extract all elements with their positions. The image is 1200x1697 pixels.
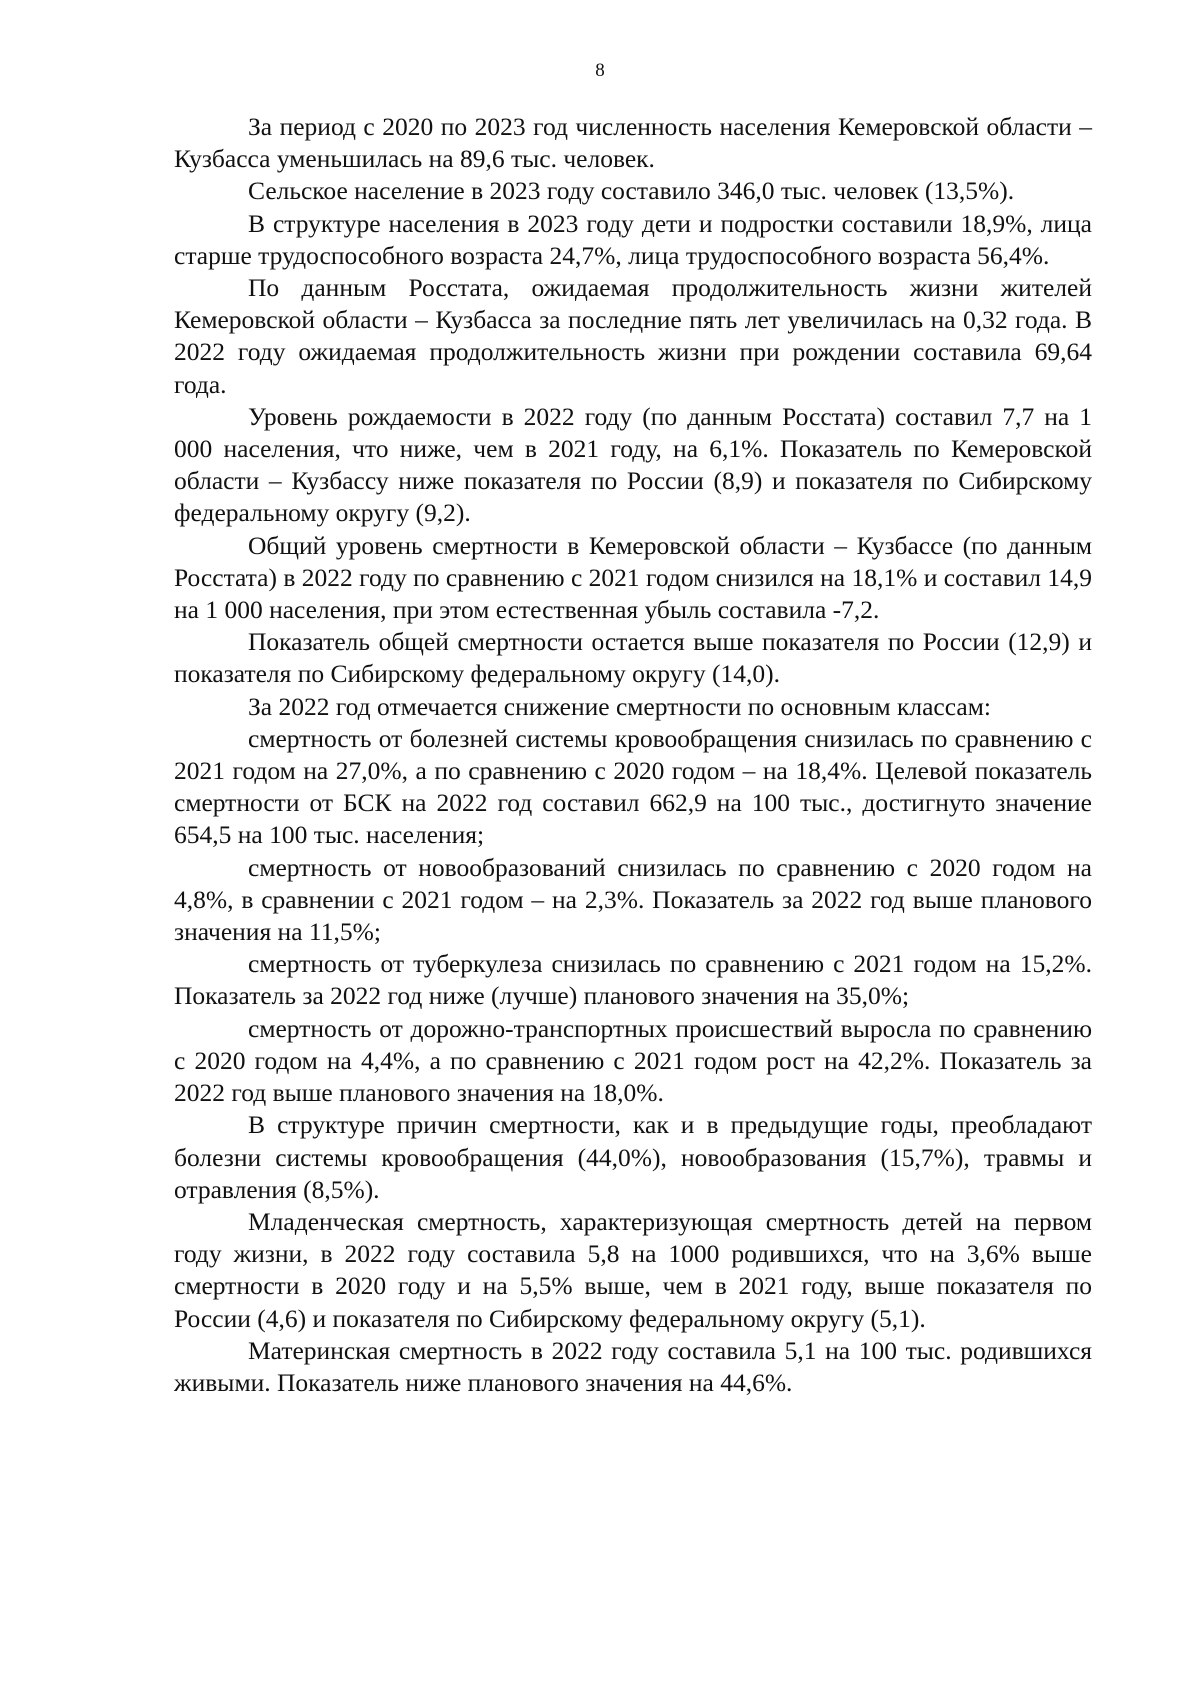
- page-number: 8: [595, 60, 605, 81]
- paragraph-traffic-mortality: смертность от дорожно-транспортных происшествий выросла по сравнению с 2020 годом на 4,4%, а по сравнению с 2021 годом рост на 42,2%. Показатель за 2022 год выше планового значения на 18,0%.: [174, 1013, 1092, 1108]
- paragraph-population-change: За период с 2020 по 2023 год численность населения Кемеровской области – Кузбасса уменьшилась на 89,6 тыс. человек.: [174, 112, 1092, 174]
- body-text: [174, 111, 1092, 1399]
- paragraph-tuberculosis-mortality: смертность от туберкулеза снизилась по сравнению с 2021 годом на 15,2%. Показатель за 2022 год ниже (лучше) планового значения на 35,0%;: [174, 949, 1092, 1011]
- paragraph-population-structure: В структуре населения в 2023 году дети и подростки составили 18,9%, лица старше трудоспособного возраста 24,7%, лица трудоспособного возраста 56,4%.: [174, 208, 1092, 270]
- paragraph-circulatory-mortality: смертность от болезней системы кровообращения снизилась по сравнению с 2021 годом на 27,0%, а по сравнению с 2020 годом – на 18,4%. Целевой показатель смертности от БСК на 2022 год составил 662,9 на 100 тыс., достигнуто значение 654,5 на 100 тыс. населения;: [174, 723, 1092, 850]
- paragraph-mortality-comparison: Показатель общей смертности остается выше показателя по России (12,9) и показателя по Сибирскому федеральному округу (14,0).: [174, 627, 1092, 689]
- paragraph-infant-mortality: Младенческая смертность, характеризующая смертность детей на первом году жизни, в 2022 году составила 5,8 на 1000 родившихся, что на 3,6% выше смертности в 2020 году и на 5,5% выше, чем в 2021 году, выше показателя по России (4,6) и показателя по Сибирскому федеральному округу (5,1).: [174, 1206, 1092, 1333]
- paragraph-rural-population: Сельское население в 2023 году составило 346,0 тыс. человек (13,5%).: [248, 176, 1015, 206]
- paragraph-maternal-mortality: Материнская смертность в 2022 году составила 5,1 на 100 тыс. родившихся живыми. Показатель ниже планового значения на 44,6%.: [174, 1335, 1092, 1397]
- paragraph-mortality-classes-intro: За 2022 год отмечается снижение смертности по основным классам:: [248, 691, 991, 721]
- paragraph-mortality-rate: Общий уровень смертности в Кемеровской области – Кузбассе (по данным Росстата) в 2022 году по сравнению с 2021 годом снизился на 18,1% и составил 14,9 на 1 000 населения, при этом естественная убыль составила -7,2.: [174, 530, 1092, 625]
- paragraph-life-expectancy: По данным Росстата, ожидаемая продолжительность жизни жителей Кемеровской области – Кузбасса за последние пять лет увеличилась на 0,32 года. В 2022 году ожидаемая продолжительность жизни при рождении составила 69,64 года.: [174, 273, 1092, 399]
- paragraph-birth-rate: Уровень рождаемости в 2022 году (по данным Росстата) составил 7,7 на 1 000 населения, что ниже, чем в 2021 году, на 6,1%. Показатель по Кемеровской области – Кузбассу ниже показателя по России (8,9) и показателя по Сибирскому федеральному округу (9,2).: [174, 401, 1092, 528]
- paragraph-causes-structure: В структуре причин смертности, как и в предыдущие годы, преобладают болезни системы кровообращения (44,0%), новообразования (15,7%), травмы и отравления (8,5%).: [174, 1110, 1092, 1204]
- paragraph-neoplasm-mortality: смертность от новообразований снизилась по сравнению с 2020 годом на 4,8%, в сравнении с 2021 годом – на 2,3%. Показатель за 2022 год выше планового значения на 11,5%;: [174, 852, 1092, 947]
